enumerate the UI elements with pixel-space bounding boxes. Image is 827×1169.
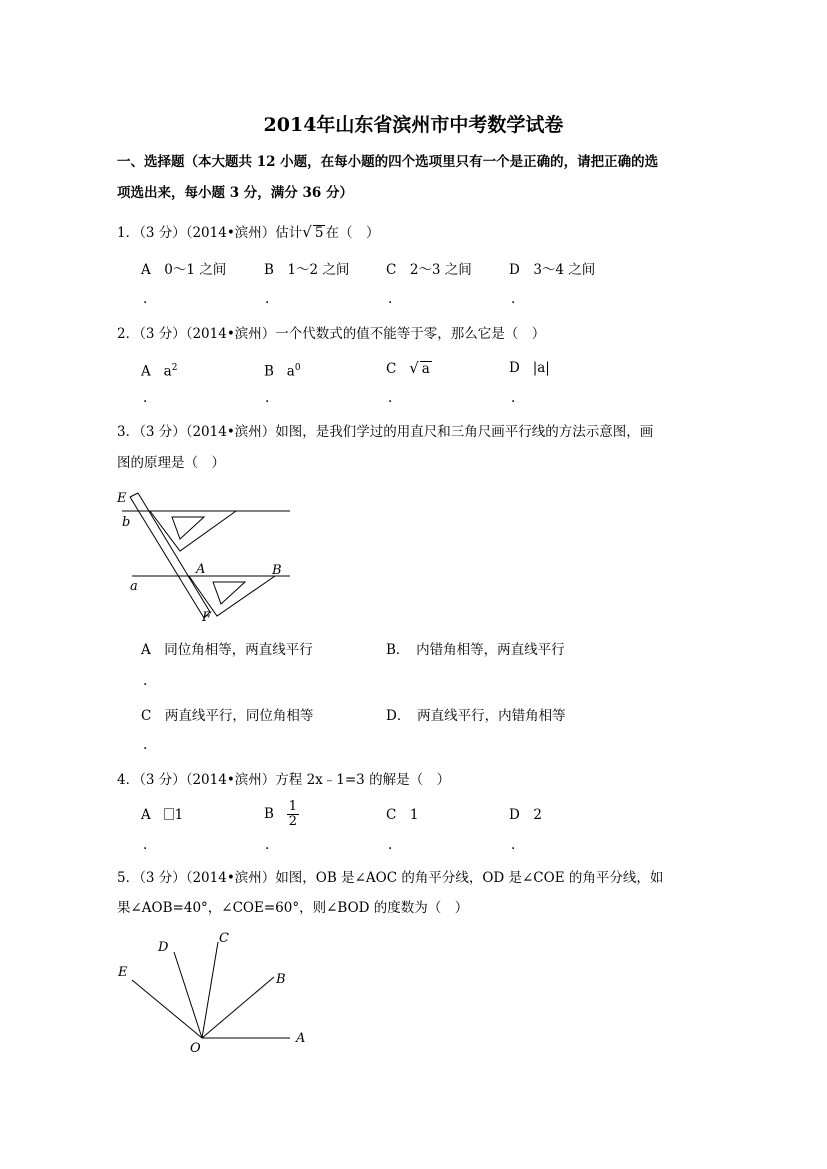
q3-option-d: D． 两直线平行，内错角相等: [386, 708, 566, 724]
label-O: O: [190, 1041, 201, 1056]
ruler-end-top: [130, 493, 138, 497]
option-dot: .: [143, 390, 148, 406]
ray-OC: [202, 942, 218, 1038]
question-1-suffix: 在（ ）: [325, 225, 380, 241]
label-E: E: [118, 965, 128, 980]
option-dot: .: [511, 390, 516, 406]
fraction-one-half: $\frac{1}{2}$: [288, 799, 298, 829]
q4-option-b: B $\frac{1}{2}$: [264, 799, 298, 829]
q2-option-c: C √ a: [386, 359, 430, 377]
question-5-line-1: 5．（3 分）（2014•滨州）如图，OB 是∠AOC 的角平分线，OD 是∠COE 的角平分线，如: [117, 870, 664, 886]
question-1-radicand: 5: [314, 225, 324, 241]
option-dot: .: [511, 837, 516, 853]
q1-option-a: A 0～1 之间: [141, 262, 227, 278]
label-B: B: [272, 563, 282, 578]
option-dot: .: [143, 291, 148, 307]
label-A: A: [296, 1031, 306, 1046]
ruler-edge-left: [130, 497, 204, 618]
q1-option-b: B 1～2 之间: [264, 262, 350, 278]
triangle-upper-inner: [172, 517, 204, 539]
sqrt-symbol: √: [302, 223, 312, 241]
parallel-lines-ruler-figure: [110, 485, 310, 630]
option-dot: .: [143, 737, 148, 753]
q4-option-a: A 1: [141, 807, 184, 823]
question-3-line-2: 图的原理是（ ）: [117, 455, 225, 471]
option-dot: .: [265, 837, 270, 853]
section-heading-line-1: 一、选择题（本大题共 12 小题，在每小题的四个选项里只有一个是正确的，请把正确的选: [117, 154, 659, 170]
option-dot: .: [388, 390, 393, 406]
q4-option-d: D 2: [509, 807, 542, 823]
question-1-prefix: 1．（3 分）（2014•滨州）估计: [117, 225, 303, 241]
ray-OE: [132, 980, 202, 1038]
section-heading-line-2: 项选出来，每小题 3 分，满分 36 分）: [117, 185, 353, 201]
label-a: a: [130, 579, 138, 594]
q2-option-b: B $a^0$: [264, 363, 301, 380]
option-dot: .: [511, 291, 516, 307]
sqrt-symbol: √: [409, 359, 419, 377]
option-dot: .: [143, 837, 148, 853]
triangle-lower-inner: [213, 582, 245, 604]
label-C: C: [219, 931, 229, 946]
q3-option-a: A 同位角相等，两直线平行: [141, 642, 313, 658]
q2-option-a: A $a^2$: [141, 363, 178, 380]
label-E: E: [117, 491, 127, 506]
exam-title: 2014年山东省滨州市中考数学试卷: [263, 114, 564, 136]
question-2: 2．（3 分）（2014•滨州）一个代数式的值不能等于零，那么它是（ ）: [117, 326, 546, 342]
label-D: D: [158, 940, 169, 955]
ray-OD: [174, 952, 202, 1038]
question-3-line-1: 3．（3 分）（2014•滨州）如图，是我们学过的用直尺和三角尺画平行线的方法示意图，画: [117, 424, 654, 440]
missing-glyph-box: [164, 808, 174, 820]
q1-option-c: C 2～3 之间: [386, 262, 472, 278]
option-dot: .: [388, 837, 393, 853]
label-A: A: [196, 562, 206, 577]
angle-bisector-figure: [110, 925, 320, 1060]
label-B: B: [276, 972, 286, 987]
q2-option-d: D |a|: [509, 360, 550, 376]
ray-OB: [202, 977, 274, 1038]
question-5-line-2: 果∠AOB=40°，∠COE=60°，则∠BOD 的度数为（ ）: [117, 900, 469, 916]
q4-option-c: C 1: [386, 807, 419, 823]
q3-option-c: C 两直线平行，同位角相等: [141, 708, 314, 724]
option-dot: .: [388, 291, 393, 307]
label-F: F: [202, 610, 212, 625]
option-dot: .: [143, 673, 148, 689]
q1-option-d: D 3～4 之间: [509, 262, 596, 278]
option-dot: .: [265, 291, 270, 307]
option-dot: .: [265, 390, 270, 406]
q3-option-b: B． 内错角相等，两直线平行: [386, 642, 565, 658]
question-4: 4．（3 分）（2014•滨州）方程 2x﹣1=3 的解是（ ）: [117, 772, 451, 788]
question-1: [117, 222, 379, 243]
label-b: b: [122, 515, 131, 530]
